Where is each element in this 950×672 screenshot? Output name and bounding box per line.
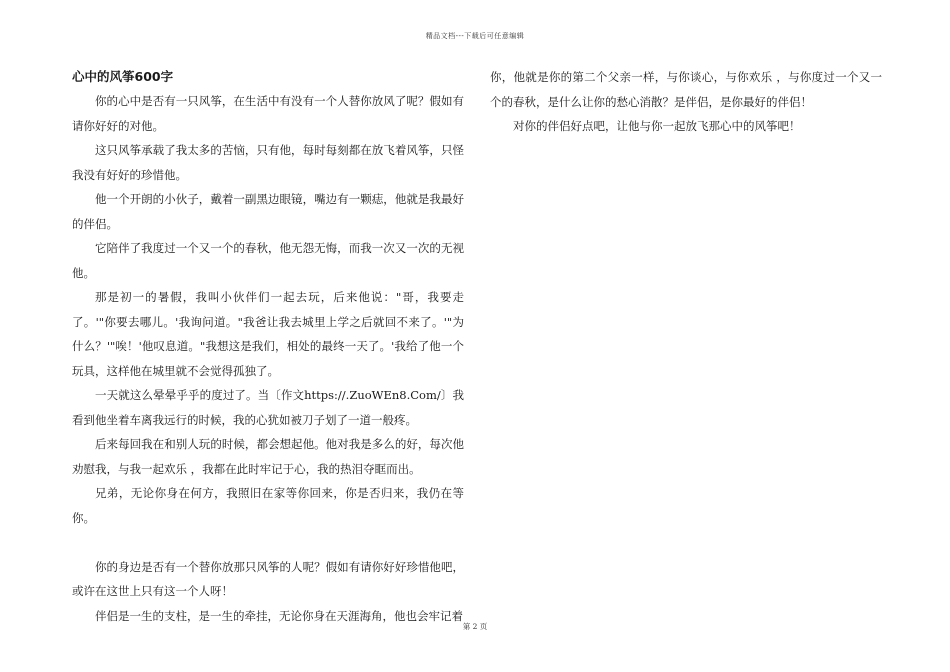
paragraph: 伴侣是一生的支柱，是一生的牵挂，无论你身在天涯海角，他也会牢记着	[95, 608, 463, 623]
page-number: 第 2 页	[462, 622, 488, 631]
paragraph: 它陪伴了我度过一个又一个的春秋，他无怨无悔，而我一次又一次的无视他。	[72, 241, 464, 280]
paragraph: 你的心中是否有一只风筝，在生活中有没有一个人替你放风了呢？假如有请你好好的对他。	[72, 94, 464, 133]
paragraph: 一天就这么晕晕乎乎的度过了。当〔作文https://.ZuoWEn8.Com/〕我看到他坐着车离我远行的时候，我的心犹如被刀子划了一道一般疼。	[72, 388, 464, 427]
paragraph: 你的身边是否有一个替你放那只风筝的人呢？假如有请你好好珍惜他吧，或许在这世上只有这一个人呀！	[72, 559, 464, 598]
article-title: 心中的风筝600字	[72, 69, 174, 84]
paragraph: 这只风筝承载了我太多的苦恼，只有他，每时每刻都在放飞着风筝，只怪我没有好好的珍惜他。	[72, 143, 464, 182]
paragraph: 对你的伴侣好点吧，让他与你一起放飞那心中的风筝吧！	[513, 119, 801, 133]
paragraph-continuation: 你，他就是你的第二个父亲一样，与你谈心，与你欢乐 ，与你度过一个又一个的春秋，是什么让你的愁心消散？是伴侣，是你最好的伴侣！	[490, 70, 882, 109]
paragraph-gap	[72, 530, 464, 555]
left-column	[72, 65, 464, 628]
paragraph: 后来每回我在和别人玩的时候，都会想起他。他对我是多么的好，每次他劝慰我，与我一起欢乐 ，我都在此时牢记于心，我的热泪夺眶而出。	[72, 437, 464, 476]
right-column	[490, 65, 882, 139]
page-header: 精品文档---下载后可任意编辑	[425, 32, 525, 40]
paragraph: 兄弟，无论你身在何方，我照旧在家等你回来，你是否归来，我仍在等你。	[72, 486, 464, 525]
paragraph: 他一个开朗的小伙子，戴着一副黑边眼镜，嘴边有一颗痣，他就是我最好的伴侣。	[72, 192, 464, 231]
paragraph: 那是初一的暑假，我叫小伙伴们一起去玩，后来他说："哥，我要走了。'"你要去哪儿。'我询问道。"我爸让我去城里上学之后就回不来了。'"为什么？'"唉！'他叹息道。"我想这是我们，相处的最终一天了。'我给了他一个玩具，这样他在城里就不会觉得孤独了。	[72, 290, 464, 378]
